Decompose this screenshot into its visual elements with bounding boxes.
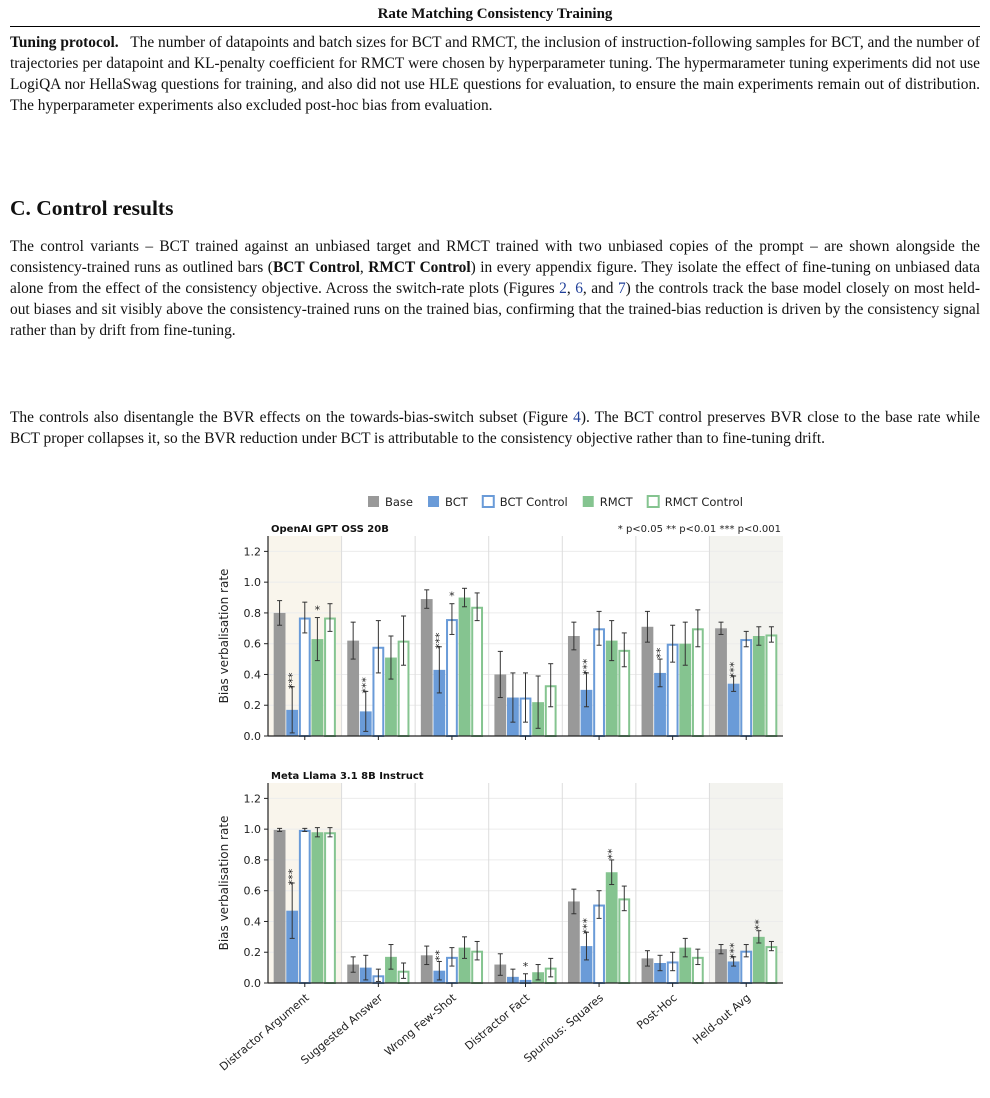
y-tick-label: 0.8	[243, 606, 261, 620]
bar	[753, 937, 765, 983]
y-tick-label: 0.4	[243, 915, 261, 929]
control-paragraph-2: The controls also disentangle the BVR effects on the towards-bias-switch subset (Figure 4). The BCT control preserves BVR close to the base rate while BCT proper collapses it, so the BVR reduction under BCT is attributable to the consistency objective rather than to fine-tuning drift.	[10, 409, 980, 447]
bar	[568, 636, 580, 736]
x-tick-label: Held-out Avg	[690, 991, 754, 1047]
y-tick-label: 1.0	[243, 823, 261, 837]
x-tick-label: Wrong Few-Shot	[382, 991, 459, 1059]
figure-ref-link[interactable]: 2	[559, 280, 567, 297]
significance-marker: **	[752, 919, 766, 931]
legend-label: RMCT Control	[664, 495, 743, 509]
significance-marker: **	[433, 949, 447, 961]
bar	[619, 899, 629, 983]
legend-swatch	[368, 496, 379, 507]
legend-label: BCT Control	[499, 495, 568, 509]
y-axis-label: Bias verbalisation rate	[217, 815, 231, 951]
significance-marker: *	[449, 589, 455, 603]
legend-label: BCT	[445, 495, 468, 509]
panel-title: Meta Llama 3.1 8B Instruct	[271, 771, 424, 782]
tuning-heading: Tuning protocol.	[10, 34, 119, 51]
y-tick-label: 0.0	[243, 977, 261, 990]
x-tick-label: Spurious: Squares	[521, 991, 606, 1066]
bar	[767, 635, 777, 736]
bar	[753, 636, 765, 736]
legend-swatch	[648, 496, 659, 507]
bar	[606, 872, 618, 983]
bar	[642, 627, 654, 736]
significance-marker: *	[522, 959, 529, 973]
significance-marker: *	[314, 603, 321, 617]
bar	[311, 832, 323, 983]
significance-marker: ***	[580, 658, 594, 676]
y-tick-label: 0.2	[243, 699, 261, 713]
bar	[421, 599, 433, 736]
x-tick-label: Post-Hoc	[634, 991, 680, 1033]
significance-marker: **	[653, 647, 667, 659]
figure-ref-link[interactable]: 7	[617, 280, 626, 297]
running-head: Rate Matching Consistency Training	[377, 6, 613, 22]
significance-legend: * p<0.05 ** p<0.01 *** p<0.001	[617, 524, 781, 535]
legend-label: RMCT	[599, 495, 633, 509]
y-tick-label: 1.2	[243, 792, 261, 806]
bar	[472, 608, 482, 736]
tuning-paragraph	[10, 32, 980, 116]
significance-marker: ***	[433, 632, 447, 650]
significance-marker: ***	[286, 868, 300, 886]
y-tick-label: 0.6	[243, 637, 261, 651]
rmct-control-term: RMCT Control	[368, 259, 471, 276]
significance-marker: ***	[580, 917, 594, 935]
y-tick-label: 0.6	[243, 884, 261, 898]
panel-title: OpenAI GPT OSS 20B	[271, 524, 389, 535]
bar	[325, 619, 335, 736]
bar	[459, 598, 471, 736]
y-tick-label: 1.0	[243, 576, 261, 590]
bar	[274, 613, 286, 736]
y-axis-label: Bias verbalisation rate	[217, 568, 231, 704]
significance-marker: ***	[286, 672, 300, 690]
legend-swatch	[428, 496, 439, 507]
bar	[300, 831, 310, 983]
bar	[274, 830, 286, 983]
bar	[767, 947, 777, 983]
bvr-bar-chart-figure	[190, 488, 795, 1093]
significance-marker: ***	[727, 942, 741, 960]
x-tick-label: Distractor Argument	[217, 991, 312, 1074]
legend-swatch	[583, 496, 594, 507]
y-tick-label: 1.2	[243, 545, 261, 559]
figure-ref-link[interactable]: 4	[573, 409, 581, 426]
x-tick-label: Suggested Answer	[298, 991, 386, 1068]
bar	[300, 619, 310, 736]
control-paragraph-1: The control variants – BCT trained against an unbiased target and RMCT trained with two unbiased copies of the prompt – are shown alongside the consistency-trained runs as outlined bars (BCT Control, RMCT Control) in every appendix figure. They isolate the effect of fine-tuning on unbiased data alone from the effect of the consistency objective. Across the switch-rate plots (Figures 2, 6, and 7) the controls track the base model closely on most held-out biases and sit visibly above the consistency-trained runs on the trained bias, confirming that the trained-bias reduction is driven by the consistency signal rather than by drift from fine-tuning.	[10, 238, 981, 339]
legend-swatch	[483, 496, 494, 507]
y-tick-label: 0.4	[243, 668, 261, 682]
bar	[447, 620, 457, 736]
figure-ref-link[interactable]: 6	[575, 280, 583, 297]
bar	[715, 628, 727, 736]
tuning-text: The number of datapoints and batch sizes for BCT and RMCT, the inclusion of instruction-following samples for BCT, and the number of trajectories per datapoint and KL-penalty coefficient for RMCT were chosen by hyperparameter tuning. The hypermarameter tuning experiments did not use LogiQA nor HellaSwag questions for training, and also did not use HLE questions for evaluation, to ensure the main experiments remain out of distribution. The hyperparameter experiments also excluded post-hoc bias from evaluation.	[10, 34, 980, 114]
y-tick-label: 0.0	[243, 730, 261, 743]
section-title: C. Control results	[10, 196, 174, 220]
bar	[325, 833, 335, 983]
legend-label: Base	[385, 495, 414, 509]
bar	[741, 640, 751, 736]
y-tick-label: 0.8	[243, 853, 261, 867]
x-tick-label: Distractor Fact	[462, 991, 533, 1053]
significance-marker: ***	[359, 677, 373, 694]
y-tick-label: 0.2	[243, 946, 261, 960]
significance-marker: **	[605, 848, 619, 860]
header-rule	[10, 26, 980, 27]
bct-control-term: BCT Control	[272, 259, 360, 276]
significance-marker: ***	[727, 661, 741, 679]
